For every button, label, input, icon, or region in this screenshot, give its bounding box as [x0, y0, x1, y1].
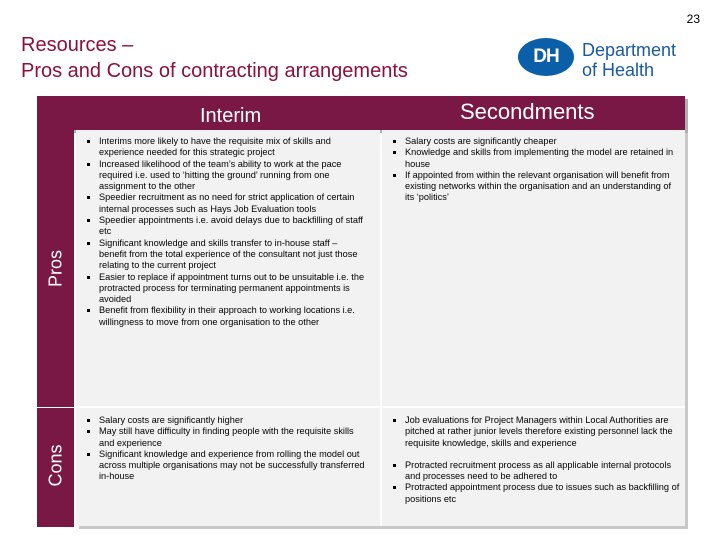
logo-line-2: of Health — [582, 60, 655, 80]
table-shadow-bottom — [79, 526, 688, 529]
cell-pros-secondments — [382, 130, 685, 406]
bullet-icon — [393, 486, 396, 489]
bullet-icon — [87, 430, 90, 433]
dh-badge-text: DH — [533, 46, 559, 67]
list-item: Speedier appointments i.e. avoid delays due to backfilling of staff etc — [76, 215, 366, 238]
bullet-icon — [393, 464, 396, 467]
cons-secondments-list — [382, 415, 682, 505]
cell-pros-interim — [76, 130, 380, 406]
list-item: Benefit from flexibility in their approach to working locations i.e. willingness to move from one organisation to the other — [76, 305, 366, 328]
logo-wordmark — [582, 40, 676, 80]
list-item: Increased likelihood of the team’s ability to work at the pace required i.e. used to ‘hitting the ground’ running from one assignment to the other — [76, 159, 366, 193]
list-item: Interims more likely to have the requisite mix of skills and experience needed for this strategic project — [76, 136, 366, 159]
column-header-interim: Interim — [200, 105, 262, 127]
title-line-2: Pros and Cons of contracting arrangements — [21, 60, 408, 82]
cell-cons-interim — [76, 408, 380, 526]
bullet-icon — [87, 453, 90, 456]
cons-interim-list — [76, 415, 366, 483]
bullet-icon — [87, 196, 90, 199]
bullet-icon — [87, 140, 90, 143]
bullet-icon — [87, 242, 90, 245]
list-item: Protracted appointment process due to issues such as backfilling of positions etc — [382, 482, 682, 505]
bullet-icon — [393, 140, 396, 143]
table-shadow-right — [685, 133, 688, 529]
list-item: Protracted recruitment process as all applicable internal protocols and processes need to be adhered to — [382, 460, 682, 483]
bullet-icon — [87, 276, 90, 279]
slide-number: 23 — [686, 12, 700, 26]
bullet-icon — [393, 419, 396, 422]
list-item: Job evaluations for Project Managers within Local Authorities are pitched at rather junior levels therefore existing personnel lack the requisite knowledge, skills and experience — [382, 415, 682, 449]
list-item: Salary costs are significantly cheaper — [382, 136, 682, 147]
list-item: Significant knowledge and skills transfer to in-house staff – benefit from the total experience of the consultant not just those relating to the current project — [76, 238, 366, 272]
row-label-cons: Cons — [45, 444, 66, 487]
list-item: Speedier recruitment as no need for strict application of certain internal processes such as Hays Job Evaluation tools — [76, 192, 366, 215]
list-item: Significant knowledge and experience from rolling the model out across multiple organisations may not be successfully transferred in-house — [76, 449, 366, 483]
slide-title — [21, 32, 501, 84]
cell-cons-secondments — [382, 408, 685, 526]
list-item: May still have difficulty in finding people with the requisite skills and experience — [76, 426, 366, 449]
bullet-icon — [87, 419, 90, 422]
bullet-icon — [87, 309, 90, 312]
logo-line-1: Department — [582, 40, 677, 60]
bullet-icon — [393, 151, 396, 154]
dh-badge-icon — [518, 38, 574, 76]
list-item: Knowledge and skills from implementing the model are retained in house — [382, 147, 682, 170]
pros-secondments-list — [382, 136, 682, 204]
title-line-1: Resources – — [21, 34, 134, 56]
bullet-icon — [393, 174, 396, 177]
row-label-pros: Pros — [45, 250, 66, 288]
list-item: Salary costs are significantly higher — [76, 415, 366, 426]
bullet-icon — [87, 163, 90, 166]
column-header-secondments: Secondments — [460, 99, 595, 124]
pros-interim-list — [76, 136, 366, 328]
department-of-health-logo — [518, 30, 693, 88]
list-item: Easier to replace if appointment turns out to be unsuitable i.e. the protracted process for terminating permanent appointments is avoided — [76, 272, 366, 306]
list-item: If appointed from within the relevant organisation will benefit from existing networks within the organisation and an understanding of its ‘politics’ — [382, 170, 682, 204]
bullet-icon — [87, 219, 90, 222]
